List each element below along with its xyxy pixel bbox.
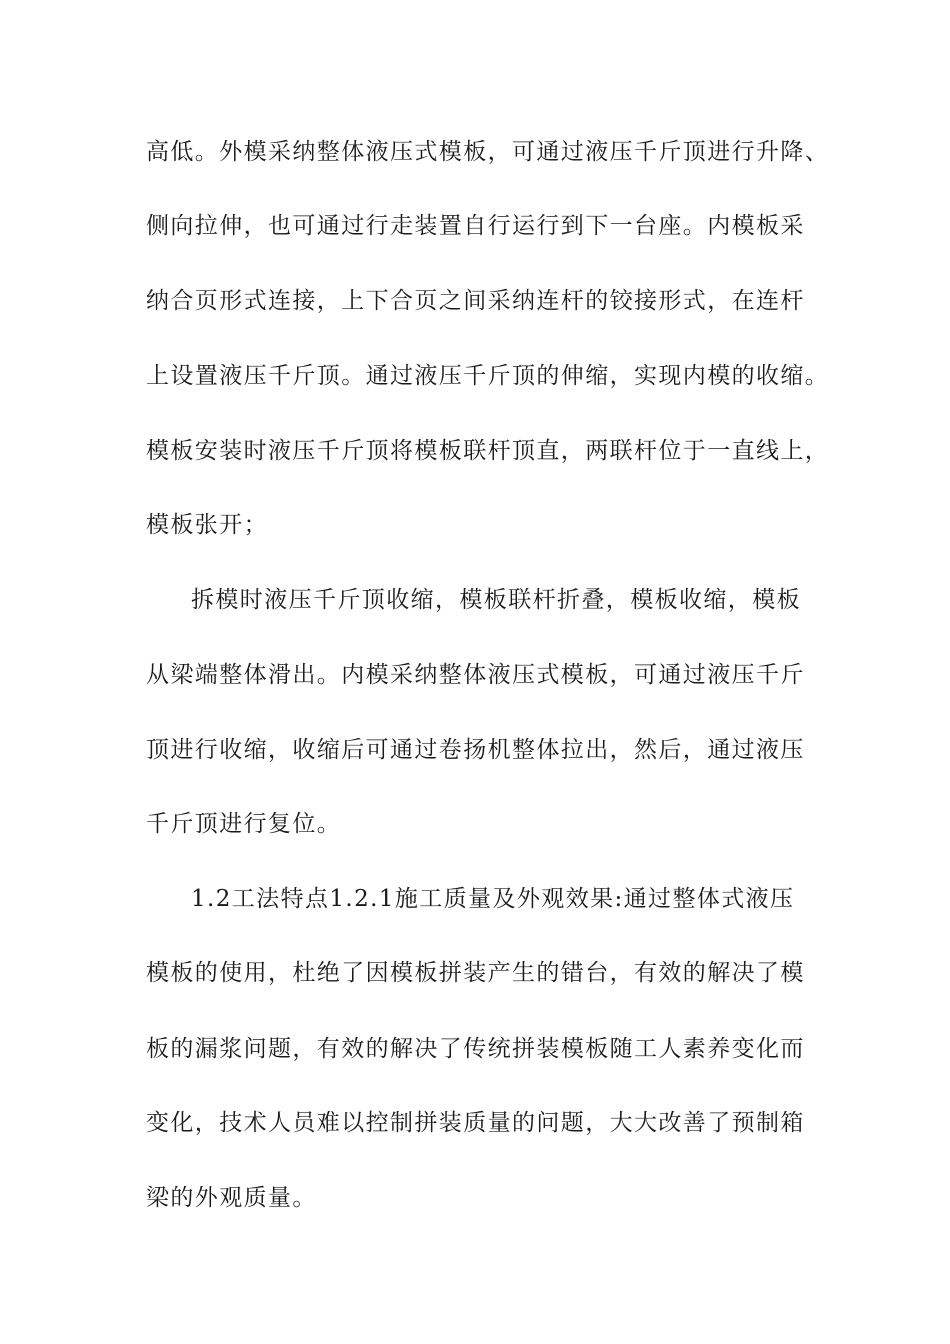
paragraph-line: 板的漏浆问题，有效的解决了传统拼装模板随工人素养变化而 (146, 1036, 805, 1062)
paragraph-line: 高低。外模采纳整体液压式模板，可通过液压千斤顶进行升降、 (146, 139, 830, 165)
paragraph-line: 千斤顶进行复位。 (146, 811, 342, 837)
paragraph-line: 模板张开； (146, 512, 268, 538)
paragraph-line: 侧向拉伸，也可通过行走装置自行运行到下一台座。内模板采 (146, 213, 805, 239)
paragraph-line: 从梁端整体滑出。内模采纳整体液压式模板，可通过液压千斤 (146, 662, 805, 688)
paragraph-line: 模板安装时液压千斤顶将模板联杆顶直，两联杆位于一直线上， (146, 438, 830, 464)
paragraph-line: 拆模时液压千斤顶收缩，模板联杆折叠，模板收缩，模板 (191, 587, 801, 613)
paragraph-line: 梁的外观质量。 (146, 1185, 317, 1211)
paragraph-line: 上设置液压千斤顶。通过液压千斤顶的伸缩，实现内模的收缩。 (146, 363, 830, 389)
paragraph-line: 纳合页形式连接，上下合页之间采纳连杆的铰接形式，在连杆 (146, 288, 805, 314)
paragraph-line: 顶进行收缩，收缩后可通过卷扬机整体拉出，然后，通过液压 (146, 737, 805, 763)
paragraph-line: 变化，技术人员难以控制拼装质量的问题，大大改善了预制箱 (146, 1110, 805, 1136)
paragraph-line: 模板的使用，杜绝了因模板拼装产生的错台，有效的解决了模 (146, 960, 805, 986)
paragraph-line: 1.2工法特点1.2.1施工质量及外观效果:通过整体式液压 (191, 886, 795, 912)
